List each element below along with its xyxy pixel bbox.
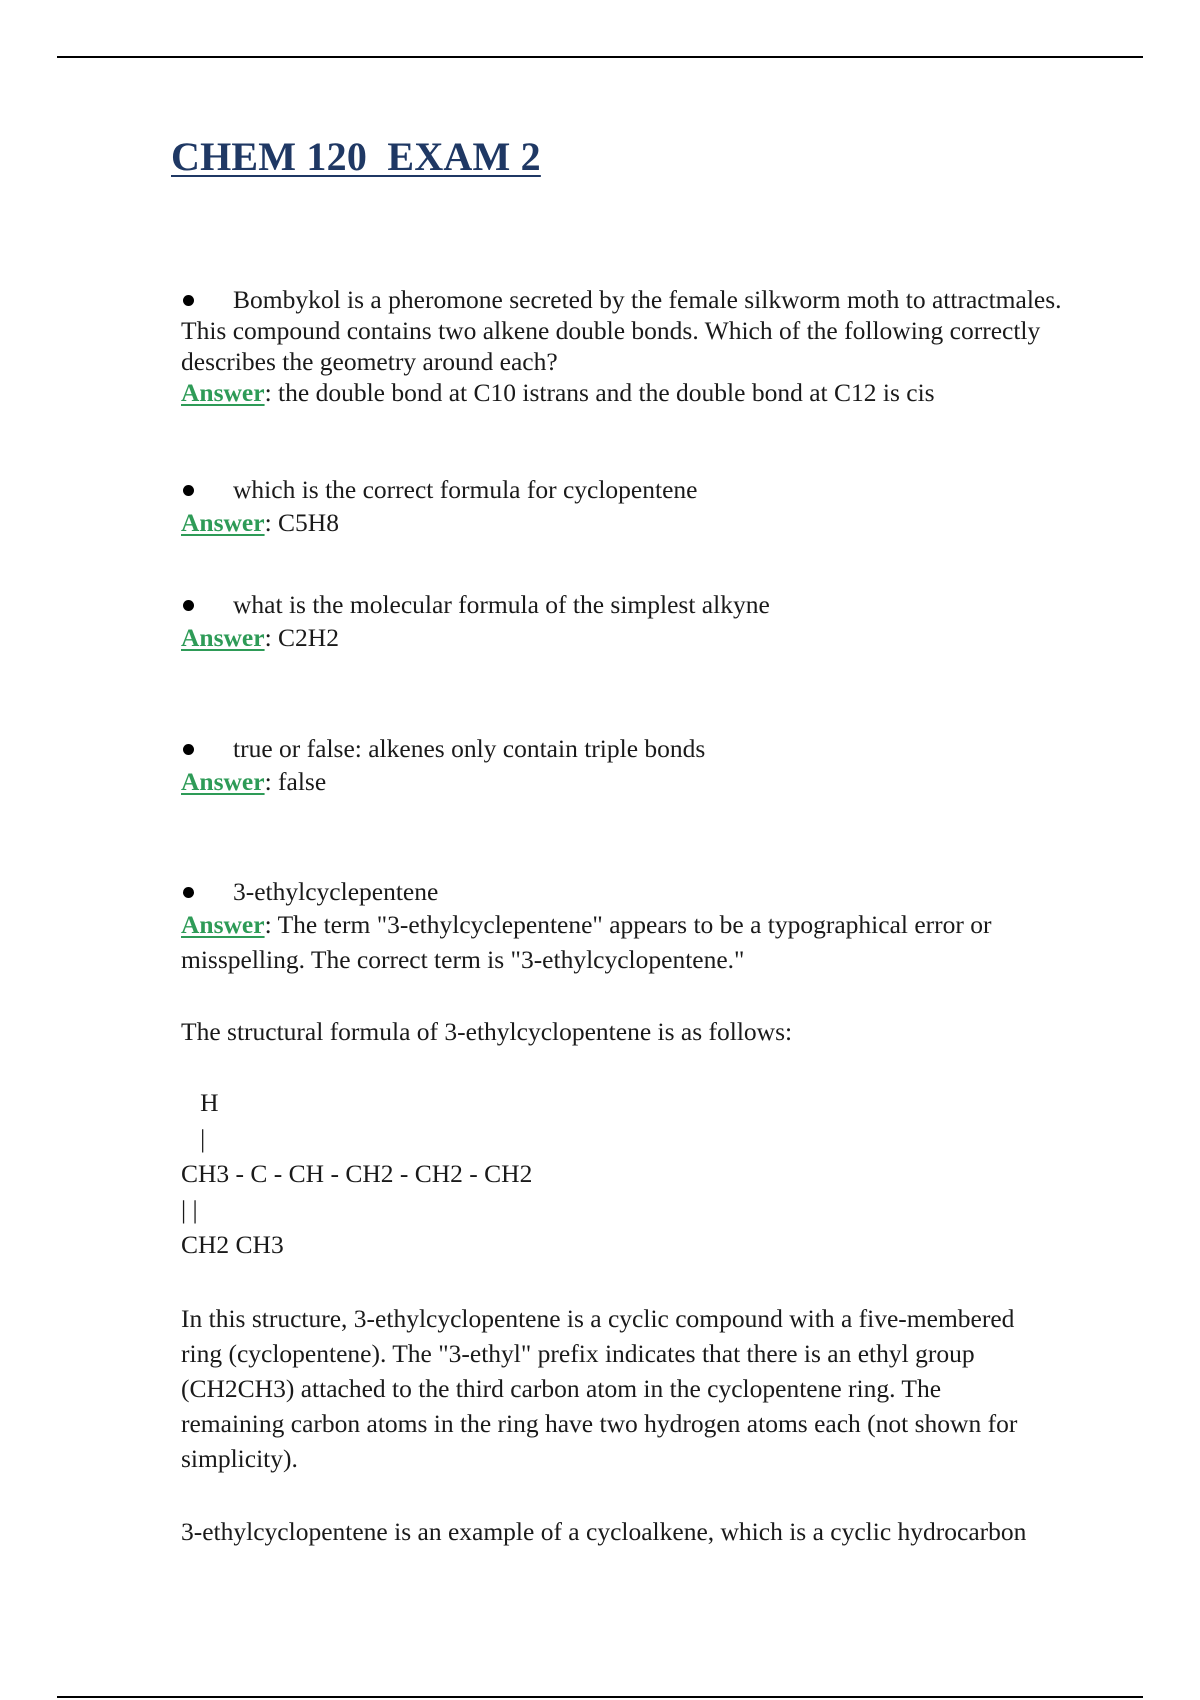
question-text: what is the molecular formula of the simplest alkyne (181, 589, 1141, 620)
answer-label: Answer (181, 378, 265, 407)
answer-label: Answer (181, 767, 265, 796)
question-text-continued: This compound contains two alkene double bonds. Which of the following correctly (181, 316, 1041, 345)
bullet-icon (183, 744, 194, 755)
explanation-paragraph: In this structure, 3-ethylcyclopentene is a cyclic compound with a five-membered ring (cyclopentene). The "3-ethyl" prefix indicates that there is an ethyl group (CH2CH3) attached to the third carbon atom in the cyclopentene ring. The remaining carbon atoms in the ring have two hydrogen atoms each (not shown for simplicity). (181, 1304, 1018, 1473)
answer-text: : C2H2 (264, 623, 339, 652)
question-text: 3-ethylcyclepentene (181, 876, 1141, 907)
question-item (181, 733, 1141, 799)
answer-label: Answer (181, 623, 265, 652)
question-item (181, 284, 1141, 408)
document-title: CHEM 120 EXAM 2 (171, 134, 541, 179)
bullet-icon (183, 485, 194, 496)
answer-text: : The term "3-ethylcyclepentene" appears to be a typographical error or (264, 910, 992, 939)
answer-label: Answer (181, 910, 265, 939)
answer-line (181, 377, 1141, 408)
explanation-closing: 3-ethylcyclopentene is an example of a cycloalkene, which is a cyclic hydrocarbon (181, 1517, 1027, 1546)
question-item (181, 589, 1141, 655)
structure-line: | | (181, 1194, 198, 1224)
answer-line (181, 505, 1141, 540)
question-item (181, 474, 1141, 540)
bullet-icon (183, 600, 194, 611)
answer-line (181, 907, 1141, 942)
question-item (181, 876, 1141, 977)
structure-line: H (181, 1088, 219, 1117)
answer-label: Answer (181, 508, 265, 537)
question-text: true or false: alkenes only contain triple bonds (181, 733, 1141, 764)
answer-text-continued: misspelling. The correct term is "3-ethylcyclopentene." (181, 945, 745, 974)
answer-text: : C5H8 (264, 508, 339, 537)
structure-line: CH3 - C - CH - CH2 - CH2 - CH2 (181, 1159, 533, 1188)
bullet-icon (183, 887, 194, 898)
structure-line: CH2 CH3 (181, 1230, 284, 1259)
question-text: Bombykol is a pheromone secreted by the female silkworm moth to attractmales. (181, 284, 1141, 315)
question-text: which is the correct formula for cyclopentene (181, 474, 1141, 505)
answer-text: : the double bond at C10 istrans and the double bond at C12 is cis (264, 378, 935, 407)
structure-line: | (181, 1123, 206, 1153)
top-rule (57, 56, 1143, 58)
structural-formula (181, 1085, 532, 1263)
answer-text: : false (264, 767, 327, 796)
answer-line (181, 620, 1141, 655)
answer-line (181, 764, 1141, 799)
bullet-icon (183, 295, 194, 306)
question-text-continued: describes the geometry around each? (181, 347, 558, 376)
explanation-intro: The structural formula of 3-ethylcyclopentene is as follows: (181, 1017, 793, 1046)
bottom-rule (57, 1696, 1143, 1698)
